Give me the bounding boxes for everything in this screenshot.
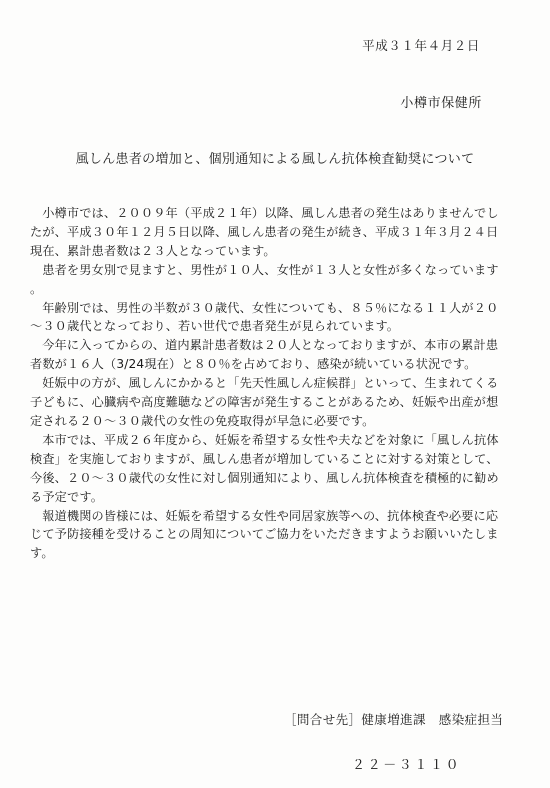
document-issuer: 小樽市保健所 bbox=[400, 96, 482, 111]
paragraph-city-measures: 本市では、平成２６年度から、妊娠を希望する女性や夫などを対象に「風しん抗体検査」を実施しておりますが、風しん患者が増加していることに対する対策として、今後、２０～３０歳代の女性に対し個別通知により、風しん抗体検査を積極的に勧める予定です。 bbox=[30, 432, 499, 504]
paragraph-pregnancy-risk: 妊娠中の方が、風しんにかかると「先天性風しん症候群」といって、生まれてくる子どもに、心臓病や高度難聴などの障害が発生することがあるため、妊娠や出産が想定される２０～３０歳代の女性の免疫取得が早急に必要です。 bbox=[30, 376, 499, 428]
document-title: 風しん患者の増加と、個別通知による風しん抗体検査勧奨について bbox=[75, 152, 475, 167]
document-body bbox=[30, 204, 508, 563]
paragraph-regional-status: 今年に入ってからの、道内累計患者数は２０人となっておりますが、本市の累計患者数が１６人（3/24現在）と８０％を占めており、感染が続いている状況です。 bbox=[30, 338, 499, 372]
contact-phone: ２２－３１１０ bbox=[352, 758, 462, 773]
contact-department: ［問合せ先］健康増進課 感染症担当 bbox=[284, 712, 504, 727]
document-date: 平成３１年４月２日 bbox=[362, 38, 480, 53]
paragraph-age-breakdown: 年齢別では、男性の半数が３０歳代、女性についても、８５％になる１１人が２０～３０歳代となっており、若い世代で患者発生が見られています。 bbox=[30, 300, 499, 334]
paragraph-media-request: 報道機関の皆様には、妊娠を希望する女性や同居家族等への、抗体検査や必要に応じて予防接種を受けることの周知についてご協力をいただきますようお願いいたします。 bbox=[30, 508, 499, 561]
paragraph-gender-breakdown: 患者を男女別で見ますと、男性が１０人、女性が１３人と女性が多くなっています。 bbox=[30, 262, 499, 296]
paragraph-outbreak-summary: 小樽市では、２００９年（平成２１年）以降、風しん患者の発生はありませんでしたが、平成３０年１２月５日以降、風しん患者の発生が続き、平成３１年３月２４日現在、累計患者数は２３人となっています。 bbox=[30, 206, 499, 258]
